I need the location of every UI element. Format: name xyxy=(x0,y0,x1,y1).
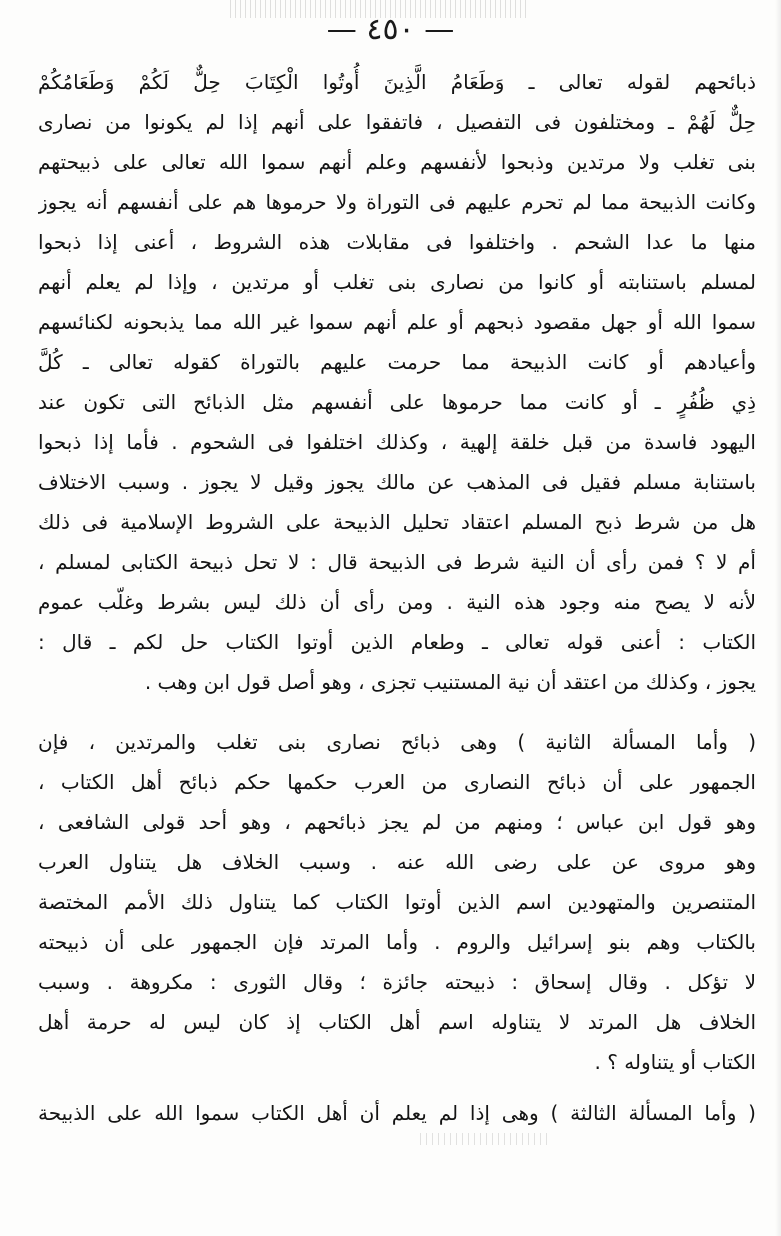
text-line: ( وأما المسألة الثانية ) وهى ذبائح نصارى بنى تغلب والمرتدين ، فإن xyxy=(38,730,756,754)
paragraph-1 xyxy=(38,62,756,702)
text-line: المتنصرين والمتهودين اسم الذين أوتوا الكتاب كما يتناول ذلك الأمم المختصة xyxy=(38,890,756,914)
text-line: سموا الله أو جهل مقصود ذبحهم أو علم أنهم سموا غير الله مما يذبحونه لكنائسهم xyxy=(38,310,756,334)
text-line: الخلاف هل المرتد لا يتناوله اسم أهل الكتاب إذ كان ليس له حرمة أهل xyxy=(38,1010,756,1034)
text-line: وهو مروى عن على رضى الله عنه . وسبب الخلاف هل يتناول العرب xyxy=(38,850,756,874)
text-line: وأعيادهم أو كانت الذبيحة مما حرمت عليهم بالتوراة كقوله تعالى ـ كُلَّ xyxy=(38,350,756,374)
text-line: أم لا ؟ فمن رأى أن النية شرط فى الذبيحة قال : لا تحل ذبيحة الكتابى لمسلم ، xyxy=(38,550,756,574)
text-line: بنى تغلب ولا مرتدين وذبحوا لأنفسهم وعلم أنهم سموا الله تعالى على ذبيحتهم xyxy=(38,150,756,174)
text-line: وكانت الذبيحة مما لم تحرم عليهم فى التوراة ولا حرموها هم على أنفسهم أنه يجوز xyxy=(38,190,756,214)
text-line: الكتاب أو يتناوله ؟ . xyxy=(594,1050,756,1074)
text-line: منها ما عدا الشحم . واختلفوا فى مقابلات هذه الشروط ، أعنى إذا ذبحوا xyxy=(38,230,756,254)
text-line: ذبائحهم لقوله تعالى ـ وَطَعَامُ الَّذِينَ أُوتُوا الْكِتَابَ حِلٌّ لَكُمْ وَطَعَامُكُمْ xyxy=(38,70,756,94)
text-line: الجمهور على أن ذبائح النصارى من العرب حكمها حكم ذبائح أهل الكتاب ، xyxy=(38,770,756,794)
text-line: لا تؤكل . وقال إسحاق : ذبيحته جائزة ؛ وقال الثورى : مكروهة . وسبب xyxy=(38,970,756,994)
text-line: يجوز ، وكذلك من اعتقد أن نية المستنيب تجزى ، وهو أصل قول ابن وهب . xyxy=(144,670,756,694)
text-line: باستنابة مسلم فقيل فى المذهب عن مالك يجوز وقيل لا يجوز . وسبب الاختلاف xyxy=(38,470,756,494)
text-line: حِلٌّ لَهُمْ ـ ومختلفون فى التفصيل ، فاتفقوا على أنهم إذا لم يكونوا من نصارى xyxy=(38,110,756,134)
text-line: ( وأما المسألة الثالثة ) وهى إذا لم يعلم أن أهل الكتاب سموا الله على الذبيحة xyxy=(38,1101,756,1125)
text-line: هل من شرط ذبح المسلم اعتقاد تحليل الذبيحة على الشروط الإسلامية فى ذلك xyxy=(38,510,756,534)
text-line: الكتاب : أعنى قوله تعالى ـ وطعام الذين أوتوا الكتاب حل لكم ـ قال : xyxy=(38,630,756,654)
page-edge-shadow xyxy=(775,0,781,1236)
scan-noise-bottom xyxy=(420,1133,550,1145)
text-line: لمسلم باستنابته أو كانوا من نصارى بنى تغلب أو مرتدين ، وإذا لم يعلم أنهم xyxy=(38,270,756,294)
text-line: ذِي ظُفُرٍ ـ أو كانت مما حرموها على أنفسهم مثل الذبائح التى تكون عند xyxy=(38,390,756,414)
text-line: لأنه لا يصح منه وجود هذه النية . ومن رأى أن ذلك ليس بشرط وغلّب عموم xyxy=(38,590,756,614)
text-line: وهو قول ابن عباس ؛ ومنهم من لم يجز ذبائحهم ، وهو أحد قولى الشافعى ، xyxy=(38,810,756,834)
paragraph-3 xyxy=(38,1093,756,1133)
paragraph-2 xyxy=(38,722,756,1082)
text-line: اليهود فاسدة من قبل خلقة إلهية ، وكذلك اختلفوا فى الشحوم . فأما إذا ذبحوا xyxy=(38,430,756,454)
page-number: — ٤٥٠ — xyxy=(326,12,455,47)
text-line: بالكتاب وهم بنو إسرائيل والروم . وأما المرتد فإن الجمهور على أن ذبيحته xyxy=(38,930,756,954)
